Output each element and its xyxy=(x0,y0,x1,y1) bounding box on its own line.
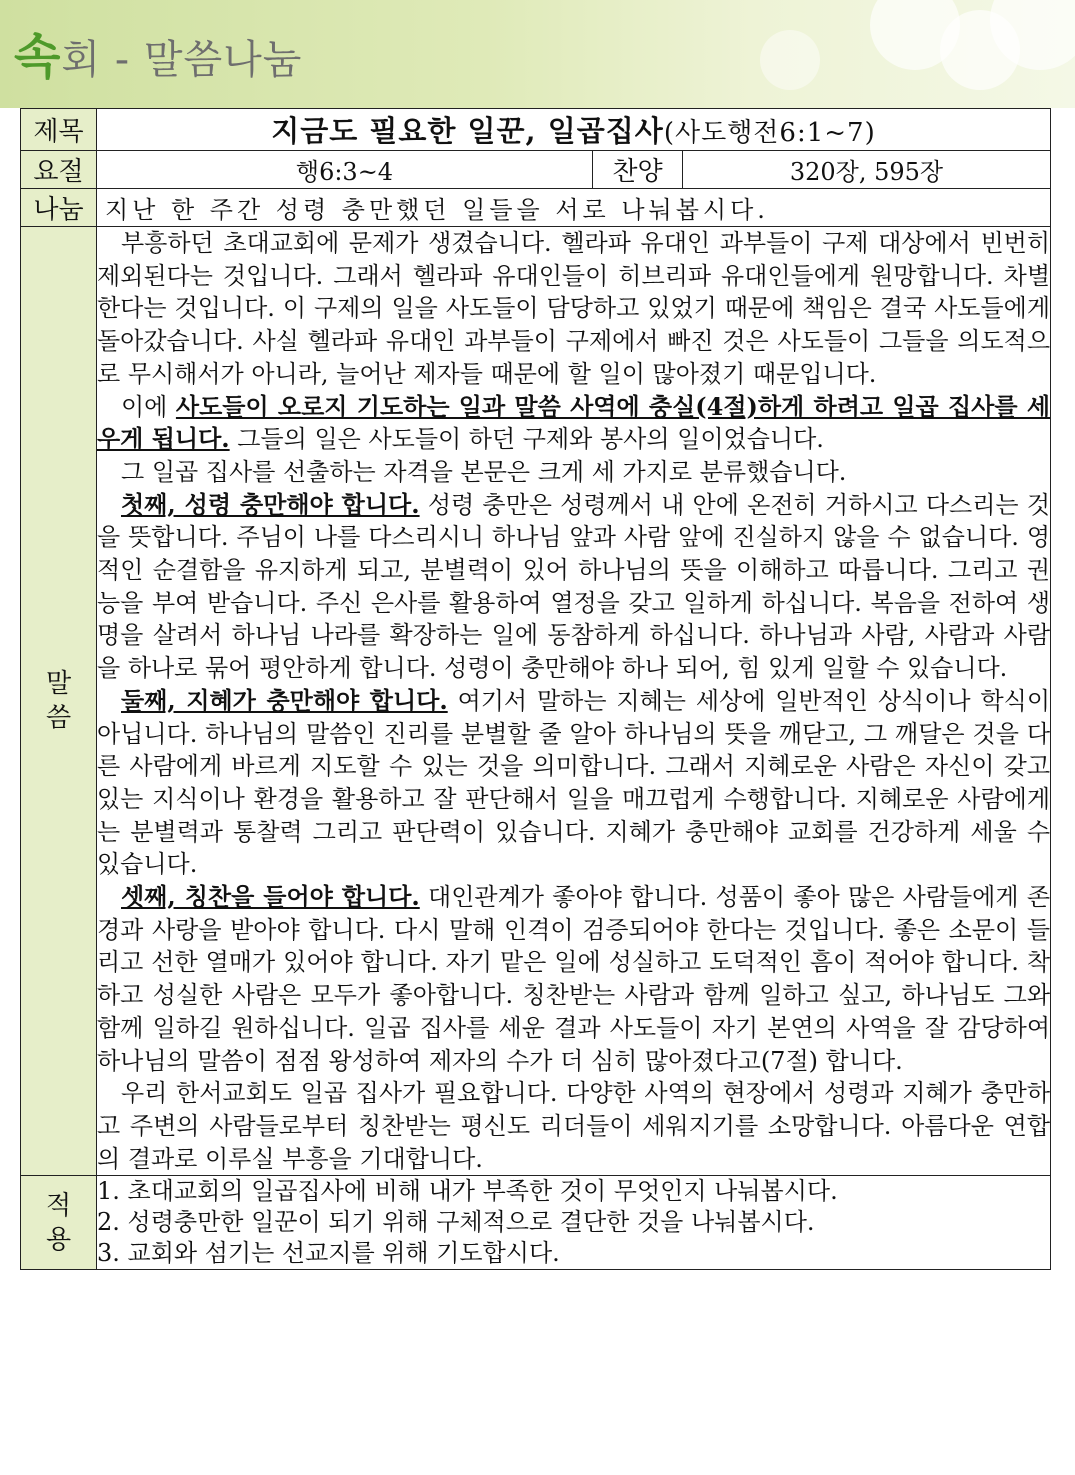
sermon-table xyxy=(20,108,1051,1270)
sermon-text: 그들의 일은 사도들이 하던 구제와 봉사의 일이었습니다. xyxy=(229,425,824,454)
point-heading-1: 첫째, 성령 충만해야 합니다. xyxy=(121,489,420,519)
sermon-paragraph: 우리 한서교회도 일곱 집사가 필요합니다. 다양한 사역의 현장에서 성령과 지혜가 충만하고 주변의 사람들로부터 칭찬받는 평신도 리더들이 세워지기를 소망합니다. 아름다운 연합의 결과로 이루실 부흥을 기대합니다. xyxy=(97,1079,1051,1173)
sermon-paragraph: 그 일곱 집사를 선출하는 자격을 본문은 크게 세 가지로 분류했습니다. xyxy=(121,457,847,486)
word-label: 말 씀 xyxy=(21,227,97,1176)
sermon-emphasis: 사도들이 오로지 기도하는 일과 말씀 사역에 충실(4절)하게 하려고 일곱 집사를 세우게 됩니다. xyxy=(97,391,1051,454)
point-heading-3: 셋째, 칭찬을 들어야 합니다. xyxy=(121,882,420,912)
share-label: 나눔 xyxy=(21,189,97,227)
sermon-title xyxy=(97,109,1051,151)
page-title xyxy=(14,18,302,87)
point-heading-2: 둘째, 지혜가 충만해야 합니다. xyxy=(121,685,448,715)
clover-decoration xyxy=(760,30,820,90)
share-text: 지난 한 주간 성령 충만했던 일들을 서로 나눠봅시다. xyxy=(97,189,1051,227)
sermon-text: 성령 충만은 성령께서 내 안에 온전히 거하시고 다스리는 것을 뜻합니다. 주님이 나를 다스리시니 하나님 앞과 사람 앞에 진실하지 않을 수 없습니다. 영적인 순결함을 유지하게 되고, 분별력이 있어 하나님의 뜻을 이해하고 따릅니다. 그리고 권능을 부여 받습니다. 주신 은사를 활용하여 열정을 갖고 일하게 하십니다. 복음을 전하여 생명을 살려서 하나님 나라를 확장하는 일에 동참하게 하십니다. 하나님과 사람, 사람과 사람을 하나로 묶어 평안하게 합니다. 성령이 충만해야 하나 되어, 힘 있게 일할 수 있습니다. xyxy=(97,490,1051,683)
sermon-title-ref: (사도행전6:1~7) xyxy=(663,118,876,148)
title-label: 제목 xyxy=(21,109,97,151)
key-verse: 행6:3~4 xyxy=(97,151,593,189)
sermon-text: 이에 xyxy=(121,392,176,421)
apply-item: 3. 교회와 섬기는 선교지를 위해 기도합시다. xyxy=(97,1239,560,1268)
sermon-text: 여기서 말하는 지혜는 세상에 일반적인 상식이나 학식이 아닙니다. 하나님의 말씀인 진리를 분별할 줄 알아 하나님의 뜻을 깨닫고, 그 깨달은 것을 다른 사람에게 바르게 지도할 수 있는 것을 의미합니다. 그래서 지혜로운 사람은 자신이 갖고 있는 지식이나 환경을 활용하고 잘 판단해서 일을 매끄럽게 수행합니다. 지혜로운 사람에게는 분별력과 통찰력 그리고 판단력이 있습니다. 지혜가 충만해야 교회를 건강하게 세울 수 있습니다. xyxy=(97,686,1051,879)
page-header xyxy=(0,0,1075,108)
title-text: 회 - 말씀나눔 xyxy=(61,37,303,83)
hymn-label: 찬양 xyxy=(593,151,683,189)
apply-list xyxy=(97,1176,1051,1270)
apply-item: 2. 성령충만한 일꾼이 되기 위해 구체적으로 결단한 것을 나눠봅시다. xyxy=(97,1208,815,1237)
apply-label: 적 용 xyxy=(21,1176,97,1270)
sermon-paragraph: 부흥하던 초대교회에 문제가 생겼습니다. 헬라파 유대인 과부들이 구제 대상에서 빈번히 제외된다는 것입니다. 그래서 헬라파 유대인들이 히브리파 유대인들에게 원망합니다. 차별한다는 것입니다. 이 구제의 일을 사도들이 담당하고 있었기 때문에 책임은 결국 사도들에게 돌아갔습니다. 사실 헬라파 유대인 과부들이 구제에서 빠진 것은 사도들이 그들을 의도적으로 무시해서가 아니라, 늘어난 제자들 때문에 할 일이 많아졌기 때문입니다. xyxy=(97,229,1051,388)
sermon-paragraph xyxy=(97,881,1050,1077)
sermon-title-main: 지금도 필요한 일꾼, 일곱집사 xyxy=(271,114,664,148)
hymn-value: 320장, 595장 xyxy=(683,151,1051,189)
sermon-paragraph xyxy=(97,685,1050,881)
title-accent: 속 xyxy=(14,29,62,85)
key-verse-label: 요절 xyxy=(21,151,97,189)
sermon-body xyxy=(97,227,1051,1176)
sermon-paragraph xyxy=(97,391,1050,456)
sermon-paragraph xyxy=(97,489,1050,685)
sermon-text: 대인관계가 좋아야 합니다. 성품이 좋아 많은 사람들에게 존경과 사랑을 받아야 합니다. 다시 말해 인격이 검증되어야 한다는 것입니다. 좋은 소문이 들리고 선한 열매가 있어야 합니다. 자기 맡은 일에 성실하고 도덕적인 흠이 적어야 합니다. 착하고 성실한 사람은 모두가 좋아합니다. 칭찬받는 사람과 함께 일하고 싶고, 하나님도 그와 함께 일하길 원하십니다. 일곱 집사를 세운 결과 사도들이 자기 본연의 사역을 잘 감당하여 하나님의 말씀이 점점 왕성하여 제자의 수가 더 심히 많아졌다고(7절) 합니다. xyxy=(97,883,1051,1075)
apply-item: 1. 초대교회의 일곱집사에 비해 내가 부족한 것이 무엇인지 나눠봅시다. xyxy=(97,1177,838,1206)
